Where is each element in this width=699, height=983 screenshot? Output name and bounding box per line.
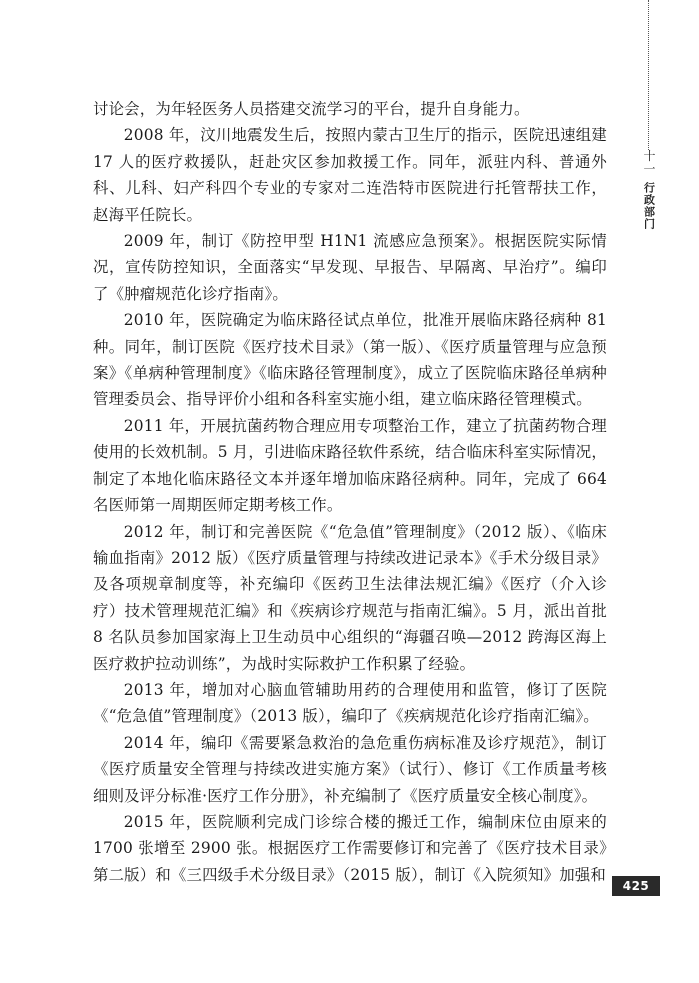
margin-dotted-rule xyxy=(648,0,649,150)
paragraph-2010: 2010 年，医院确定为临床路径试点单位，批准开展临床路径病种 81 种。同年，制订医院《医疗技术目录》（第一版）、《医疗质量管理与应急预案》《单病种管理制度》《临床路径管理制度》，成立了医院临床路径单病种管理委员会、指导评价小组和各科室实施小组，建立临床路径管理模式。 xyxy=(93,311,607,409)
page-number: 425 xyxy=(612,876,660,896)
paragraph-2013: 2013 年，增加对心脑血管辅助用药的合理使用和监管，修订了医院《“危急值”管理制度》（2013 版），编印了《疾病规范化诊疗指南汇编》。 xyxy=(93,680,607,726)
section-side-tab xyxy=(640,150,658,230)
paragraph-2008: 2008 年，汶川地震发生后，按照内蒙古卫生厅的指示，医院迅速组建 17 人的医疗救援队，赶赴灾区参加救援工作。同年，派驻内科、普通外科、儿科、妇产科四个专业的专家对二连浩特市医院进行托管帮扶工作，赵海平任院长。 xyxy=(93,126,607,224)
section-title: 行政部门 xyxy=(642,182,656,230)
section-number: 十一 xyxy=(643,149,655,176)
paragraph-2015: 2015 年，医院顺利完成门诊综合楼的搬迁工作，编制床位由原来的 1700 张增至 2900 张。根据医疗工作需要修订和完善了《医疗技术目录》第二版）和《三四级手术分级目录》（2015 版），制订《入院须知》加强和 xyxy=(93,812,607,884)
paragraph-2012: 2012 年，制订和完善医院《“危急值”管理制度》（2012 版）、《临床输血指南》2012 版）《医疗质量管理与持续改进记录本》《手术分级目录》及各项规章制度等，补充编印《医药卫生法律法规汇编》《医疗（介入诊疗）技术管理规范汇编》和《疾病诊疗规范与指南汇编》。5 月，派出首批 8 名队员参加国家海上卫生动员中心组织的“海疆召唤—2012 跨海区海上医疗救护拉动训练”，为战时实际救护工作积累了经验。 xyxy=(93,522,607,673)
paragraph-2009: 2009 年，制订《防控甲型 H1N1 流感应急预案》。根据医院实际情况，宣传防控知识，全面落实“早发现、早报告、早隔离、早治疗”。编印了《肿瘤规范化诊疗指南》。 xyxy=(93,232,607,303)
body-text xyxy=(93,96,607,888)
paragraph-continuation: 讨论会，为年轻医务人员搭建交流学习的平台，提升自身能力。 xyxy=(93,100,530,118)
paragraph-2014: 2014 年，编印《需要紧急救治的急危重伤病标准及诊疗规范》，制订《医疗质量安全管理与持续改进实施方案》（试行）、修订《工作质量考核细则及评分标准·医疗工作分册》，补充编制了《医疗质量安全核心制度》。 xyxy=(93,733,607,805)
paragraph-2011: 2011 年，开展抗菌药物合理应用专项整治工作，建立了抗菌药物合理使用的长效机制。5 月，引进临床路径软件系统，结合临床科室实际情况，制定了本地化临床路径文本并逐年增加临床路径病种。同年，完成了 664 名医师第一周期医师定期考核工作。 xyxy=(93,416,607,515)
